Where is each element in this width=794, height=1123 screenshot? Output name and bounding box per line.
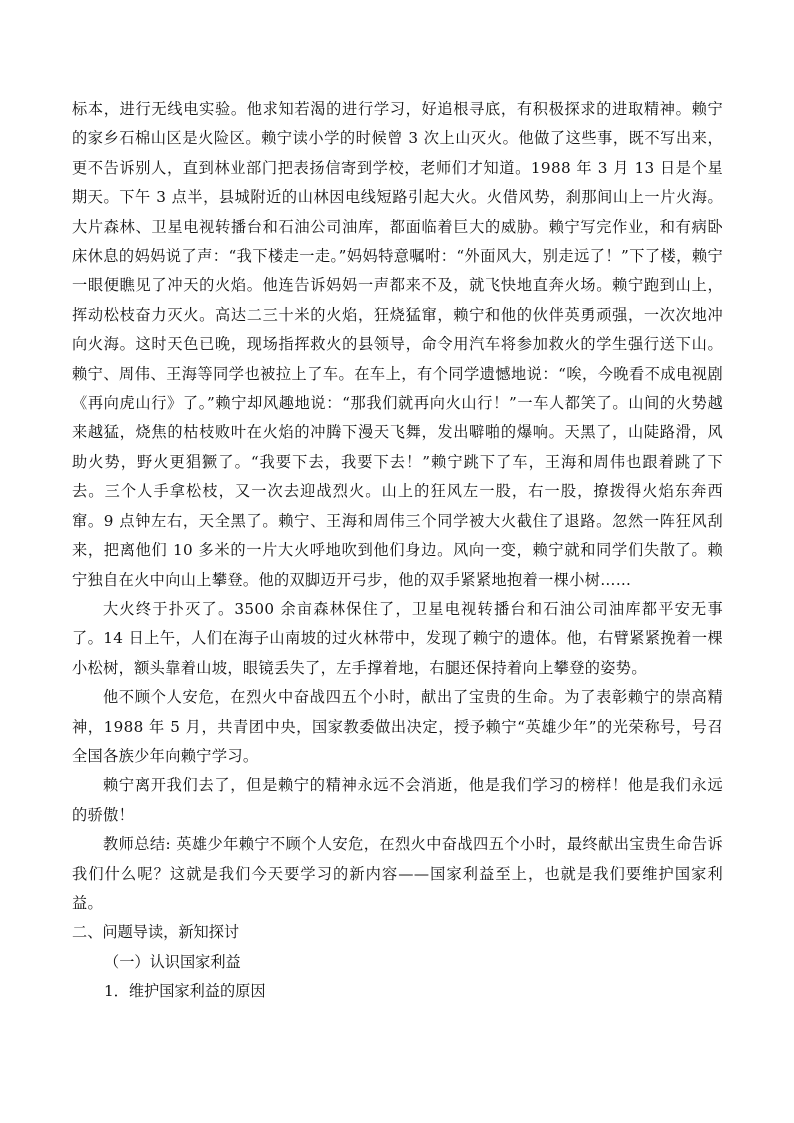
story-paragraph-4: 赖宁离开我们去了，但是赖宁的精神永远不会消逝，他是我们学习的榜样！他是我们永远的骄傲！ xyxy=(72,776,723,824)
subheading-understand-national-interest: （一）认识国家利益 xyxy=(104,952,241,971)
story-paragraph-2: 大火终于扑灭了。3500 余亩森林保住了，卫星电视转播台和石油公司油库都平安无事了。14 日上午，人们在海子山南坡的过火林带中，发现了赖宁的遗体。他，右臂紧紧挽着一棵小松树，额头靠着山坡，眼镜丢失了，左手撑着地，右腿还保持着向上攀登的姿势。 xyxy=(72,599,723,677)
document-page xyxy=(72,95,723,1007)
story-paragraph-1: 标本，进行无线电实验。他求知若渴的进行学习，好追根寻底，有积极探求的进取精神。赖宁的家乡石棉山区是火险区。赖宁读小学的时候曾 3 次上山灭火。他做了这些事，既不写出来，更不告诉别人，直到林业部门把表扬信寄到学校，老师们才知道。1988 年 3 月 13 日是个星期天。下午 3 点半，县城附近的山林因电线短路引起大火。火借风势，刹那间山上一片火海。大片森林、卫星电视转播台和石油公司油库，都面临着巨大的威胁。赖宁写完作业，和有病卧床休息的妈妈说了声：“我下楼走一走。”妈妈特意嘱咐：“外面风大，别走远了！”下了楼，赖宁一眼便瞧见了冲天的火焰。他连告诉妈妈一声都来不及，就飞快地直奔火场。赖宁跑到山上，挥动松枝奋力灭火。高达二三十米的火焰，狂烧猛窜，赖宁和他的伙伴英勇顽强，一次次地冲向火海。这时天色已晚，现场指挥救火的县领导，命令用汽车将参加救火的学生强行送下山。赖宁、周伟、王海等同学也被拉上了车。在车上，有个同学遗憾地说：“唉，今晚看不成电视剧《再向虎山行》了。”赖宁却风趣地说：“那我们就再向火山行！”一车人都笑了。山间的火势越来越猛，烧焦的枯枝败叶在火焰的冲腾下漫天飞舞，发出噼啪的爆响。天黑了，山陡路滑，风助火势，野火更猖獗了。“我要下去，我要下去！”赖宁跳下了车，王海和周伟也跟着跳了下去。三个人手拿松枝，又一次去迎战烈火。山上的狂风左一股，右一股，撩拨得火焰东奔西窜。9 点钟左右，天全黑了。赖宁、王海和周伟三个同学被大火截住了退路。忽然一阵狂风刮来，把离他们 10 多米的一片大火呼地吹到他们身边。风向一变，赖宁就和同学们失散了。赖宁独自在火中向山上攀登。他的双脚迈开弓步，他的双手紧紧地抱着一棵小树…… xyxy=(72,100,723,589)
section-heading: 二、问题导读，新知探讨 xyxy=(72,923,240,942)
teacher-summary-paragraph: 教师总结: 英雄少年赖宁不顾个人安危，在烈火中奋战四五个小时，最终献出宝贵生命告诉我们什么呢？这就是我们今天要学习的新内容——国家利益至上，也就是我们要维护国家利益。 xyxy=(72,835,723,912)
story-paragraph-3: 他不顾个人安危，在烈火中奋战四五个小时，献出了宝贵的生命。为了表彰赖宁的崇高精神，1988 年 5 月，共青团中央，国家教委做出决定，授予赖宁“英雄少年”的光荣称号，号召全国各族少年向赖宁学习。 xyxy=(72,688,723,765)
subheading-reasons: 1．维护国家利益的原因 xyxy=(104,982,266,1001)
